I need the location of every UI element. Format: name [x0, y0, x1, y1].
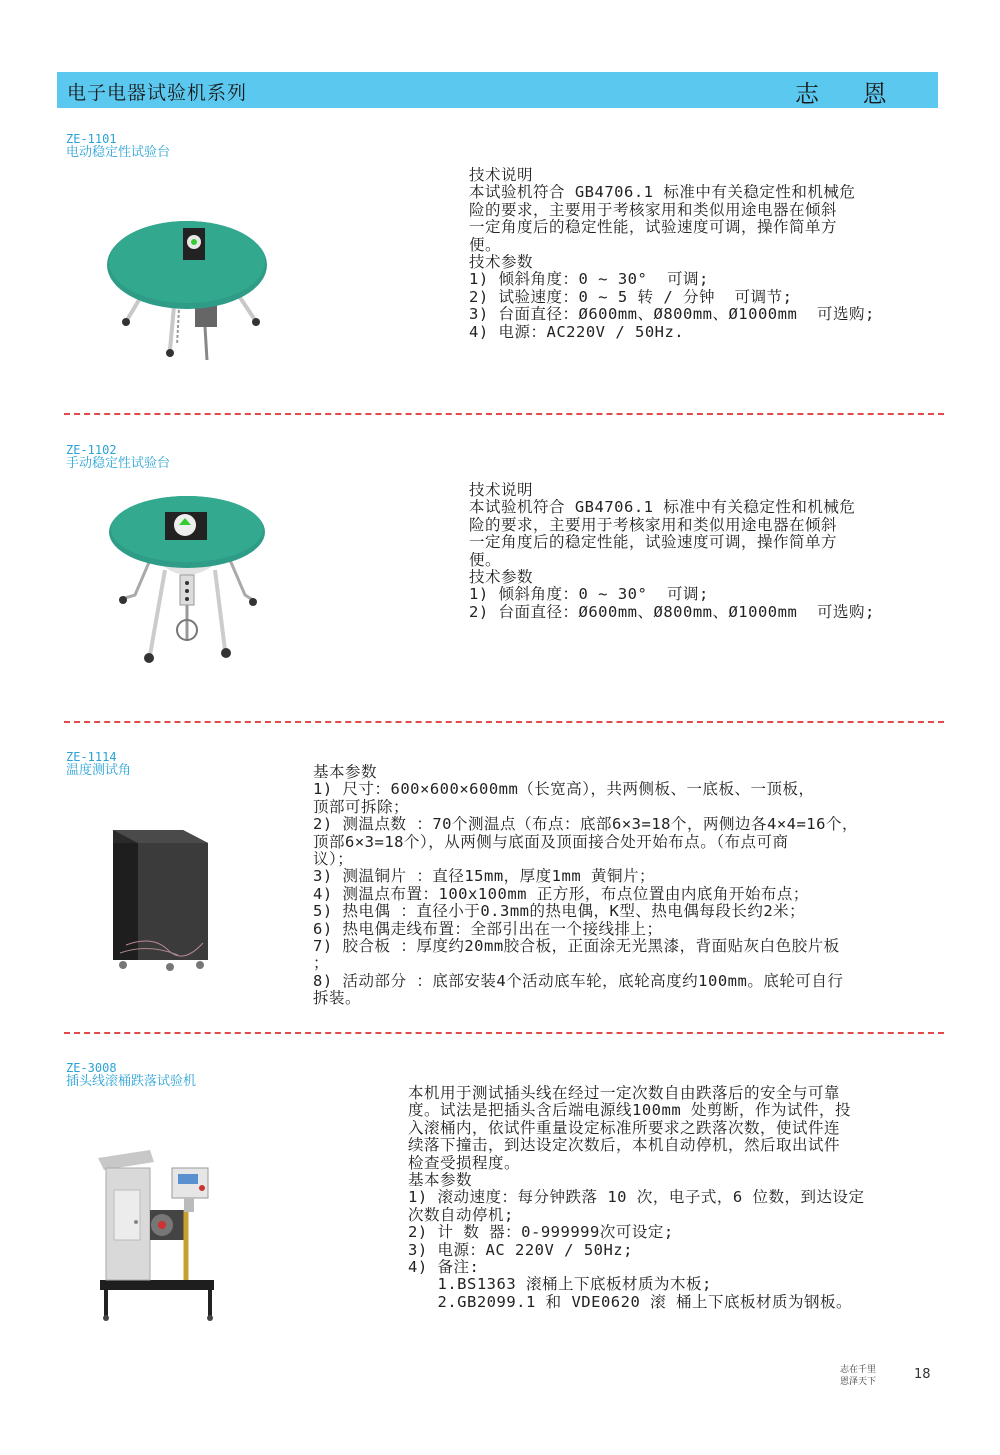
- product-image-tumbling-barrel-tester: [92, 1140, 222, 1322]
- product-name: 插头线滚桶跌落试验机: [66, 1074, 197, 1089]
- product-name: 手动稳定性试验台: [66, 456, 171, 471]
- product-image-manual-stability-table: [105, 490, 270, 675]
- product-description: 技术说明 本试验机符合 GB4706.1 标准中有关稳定性和机械危 险的要求，主要用于考核家用和类似用途电器在倾斜 一定角度后的稳定性能，试验速度可调，操作简单方 便。 技术参数 1) 倾斜角度：0 ~ 30° 可调; 2) 台面直径：Ø600mm、Ø800mm、Ø1000mm 可选购;: [469, 481, 875, 621]
- section-divider: [64, 721, 944, 723]
- footer-slogan: 志在千里 恩泽天下: [840, 1365, 877, 1387]
- page-number: 18: [914, 1367, 931, 1382]
- product-model: ZE-3008: [66, 1061, 117, 1075]
- product-image-electric-stability-table: [105, 210, 270, 375]
- header-bar: [57, 72, 938, 108]
- product-model: ZE-1114: [66, 750, 117, 764]
- product-image-temperature-corner: [108, 825, 213, 975]
- page-title: 电子电器试验机系列: [67, 82, 248, 104]
- brand-name: 志 恩: [795, 80, 905, 108]
- product-description: 本机用于测试插头线在经过一定次数自由跌落后的安全与可靠 度。试法是把插头含后端电源线100mm 处剪断，作为试件，投 入滚桶内，依试件重量设定标准所要求之跌落次数，使试件连 续落下撞击，到达设定次数后，本机自动停机，然后取出试件 检查受损程度。 基本参数 1) 滚动速度：每分钟跌落 10 次，电子式，6 位数，到达设定 次数自动停机; 2) 计 数 器：0-999999次可设定; 3) 电源：AC 220V / 50Hz; 4) 备注: 1.BS1363 滚桶上下底板材质为木板; 2.GB2099.1 和 VDE0620 滚 桶上下底板材质为钢板。: [408, 1084, 865, 1311]
- product-model: ZE-1102: [66, 443, 117, 457]
- product-model: ZE-1101: [66, 132, 117, 146]
- product-name: 电动稳定性试验台: [66, 145, 171, 160]
- product-name: 温度测试角: [66, 763, 132, 778]
- section-divider: [64, 413, 944, 415]
- section-divider: [64, 1032, 944, 1034]
- product-description: 技术说明 本试验机符合 GB4706.1 标准中有关稳定性和机械危 险的要求，主要用于考核家用和类似用途电器在倾斜 一定角度后的稳定性能，试验速度可调，操作简单方 便。 技术参数 1) 倾斜角度：0 ~ 30° 可调; 2) 试验速度：0 ~ 5 转 / 分钟 可调节; 3) 台面直径：Ø600mm、Ø800mm、Ø1000mm 可选购; 4) 电源：AC220V / 50Hz.: [469, 166, 875, 341]
- product-description: 基本参数 1) 尺寸：600×600×600mm（长宽高），共两侧板、一底板、一顶板， 顶部可拆除； 2) 测温点数 ：70个测温点（布点：底部6×3=18个，两侧边各4×4=16个， 顶部6×3=18个），从两侧与底面及顶面接合处开始布点。（布点可商 议）； 3) 测温铜片 ：直径15mm，厚度1mm 黄铜片； 4) 测温点布置：100x100mm 正方形，布点位置由内底角开始布点； 5) 热电偶 ：直径小于0.3mm的热电偶，K型、热电偶每段长约2米； 6) 热电偶走线布置：全部引出在一个接线排上； 7) 胶合板 ：厚度约20mm胶合板，正面涂无光黑漆，背面贴灰白色胶片板 ； 8) 活动部分 ：底部安装4个活动底车轮，底轮高度约100mm。底轮可自行 拆装。: [313, 763, 858, 1008]
